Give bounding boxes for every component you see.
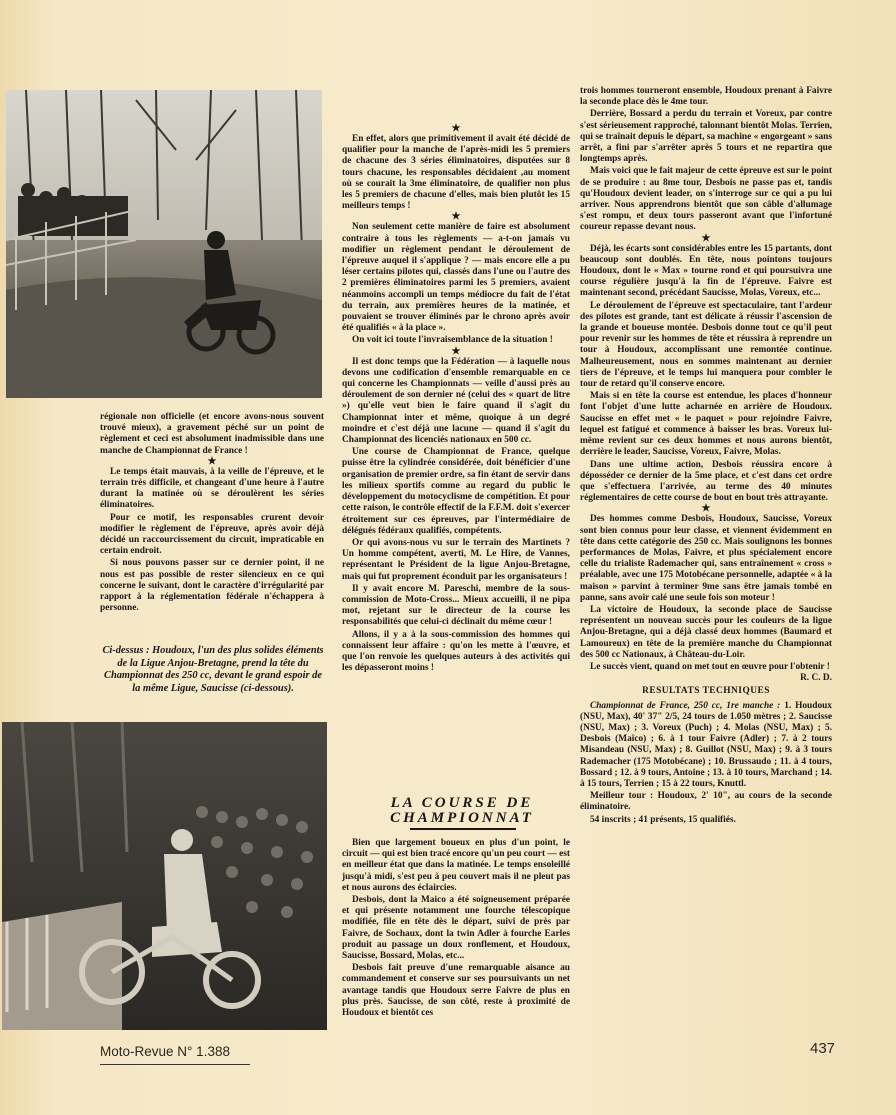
paragraph: Déjà, les écarts sont considérables entre les 15 partants, dont beaucoup sont doublés. En tête, nous pointons toujours Houdoux, dont le « Max » tourne rond et qui poursuivra une course régulière jusqu'à la fin de l'épreuve. Faivre est maintenant second, précédant Saucisse, Molas, Voreux, etc... xyxy=(580,243,832,299)
column-2 xyxy=(342,124,570,674)
heading-underline xyxy=(410,828,516,830)
section-star: ★ xyxy=(207,455,217,467)
paragraph: Le succès vient, quand on met tout en œuvre pour l'obtenir ! xyxy=(590,661,830,672)
paragraph: Desbois fait preuve d'une remarquable aisance au commandement et conserve sur ses poursuivants un net avantage tandis que Houdoux serre Faivre de plus en plus près. Saucisse, de son côté, reste à proximité de Houdoux et bientôt ces xyxy=(342,963,570,1019)
heading-line-2: CHAMPIONNAT xyxy=(390,810,534,826)
section-star: ★ xyxy=(451,211,461,223)
paragraph: Il y avait encore M. Pareschi, membre de la sous-commission de Moto-Cross... Mieux accueilli, il ne pipa mot, rejetant sur le directeur de la course les responsabilités que celui-ci déclinait du même cœur ! xyxy=(342,583,570,628)
paragraph: Non seulement cette manière de faire est absolument contraire à tous les règlements — a-t-on jamais vu modifier un règlement pendant le déroulement de l'épreuve auquel il s'applique ? — mais encore elle a pu léser certains pilotes qui, classés dans l'une ou l'autre des 2 premières éliminatoires parmi les 5 premiers, avaient néanmoins accompli un temps médiocre du fait de l'état du terrain, aux premières heures de la matinée, et pouvaient se trouver éliminés par le chrono après avoir été qualifiés « à la place ». xyxy=(342,222,570,334)
column-3 xyxy=(580,86,832,826)
results-title: RESULTATS TECHNIQUES xyxy=(642,686,770,697)
results-body: 1. Houdoux (NSU, Max), 40' 37" 2/5, 24 tours de 1.050 mètres ; 2. Saucisse (NSU, Max) ; 3. Voreux (Puch) ; 4. Molas (NSU, Max) ; 5. Desbois (Maïco) ; 6. à 1 tour Faivre (Adler) ; 7. à 2 tours Misandeau (NSU, Max) ; 8. Guillot (NSU, Max) ; 9. à 3 tours Rademacher (175 Motobécane) ; 10. Brussaudo ; 11. à 4 tours, Bossard ; 12. à 9 tours, Antoine ; 13. à 10 tours, Marchand ; 14. à 15 tours, Terrien ; 15 à 22 tours, Knuttl. xyxy=(580,700,832,789)
section-star: ★ xyxy=(451,345,461,357)
signature: R. C. D. xyxy=(800,673,832,684)
photo-caption: Ci-dessus : Houdoux, l'un des plus solides éléments de la Ligue Anjou-Bretagne, prend la tête du Championnat des 250 cc, devant le grand espoir de la même Ligue, Saucisse (ci-dessous). xyxy=(102,645,324,694)
column-1 xyxy=(100,412,324,614)
column-2-continued xyxy=(342,838,570,1019)
paragraph: Il est donc temps que la Fédération — à laquelle nous devons une codification d'ensemble remarquable en ce qui concerne les Championnats — veille d'aussi près au déroulement de son dernier né (celui des « quart de litre ») qu'elle veut bien le faire quand il s'agit du Championnat inter et même, quoique à un degré moindre et c'est déjà une lacune — quand il s'agit du Championnat des licenciés nationaux en 500 cc. xyxy=(342,356,570,446)
paragraph: Dans une ultime action, Desbois réussira encore à déposséder ce dernier de la 5me place, et c'est dans cet ordre que s'effectuera l'arrivée, au terme des 40 minutes réglementaires de cette course de bout en bout très attrayante. xyxy=(580,459,832,504)
paragraph: Mais voici que le fait majeur de cette épreuve est sur le point de se produire : au 8me tour, Desbois ne passe pas et, tandis qu'Houdoux devient leader, on s'interroge sur ce qui a pu lui arriver. Nous apprendrons bientôt que son câble d'allumage s'est rompu, et deux tours passeront avant que l'infortuné coureur repasse devant nous. xyxy=(580,166,832,233)
paragraph: Derrière, Bossard a perdu du terrain et Voreux, par contre s'est sérieusement rapproché, talonnant bientôt Molas. Terrien, qui se traînait depuis le départ, sa machine « engorgeant » sans arrêt, a fini par s'arrêter après 5 tours et ne repartira que longtemps après. xyxy=(580,109,832,165)
paragraph: On voit ici toute l'invraisemblance de la situation ! xyxy=(352,335,553,346)
stats: 54 inscrits ; 41 présents, 15 qualifiés. xyxy=(590,814,736,825)
page-number: 437 xyxy=(810,1040,836,1057)
paragraph: Mais si en tête la course est entendue, les places d'honneur font l'objet d'une lutte acharnée en arrière de Houdoux. Saucisse en effet met « le paquet » pour rejoindre Faivre, lequel est fatigué et commence à baisser les bras. Voreux lui-même revient sur ces deux hommes et nous aurons bientôt, derrière le leader, Saucisse, Voreux, Faivre, Molas. xyxy=(580,391,832,458)
paragraph: La victoire de Houdoux, la seconde place de Saucisse représentent un nouveau succès pour les couleurs de la ligue Anjou-Bretagne, qui a déjà classé deux hommes (Baumard et Lamoureux) en tête de la première manche du Championnat des 500 cc Nationaux, à Château-du-Loir. xyxy=(580,604,832,660)
paragraph: Le déroulement de l'épreuve est spectaculaire, tant l'ardeur des pilotes est grande, tant est délicate à réussir l'ascension de la grande et boueuse montée. Desbois donne tout ce qu'il peut pour revenir sur les hommes de tête et réussira à reprendre un tour à Houdoux, accomplissant une remontée continue. Malheureusement, nous en sommes maintenant au dernier tiers de l'épreuve, et le temps lui manquera pour combler le tour de retard qu'il conserve encore. xyxy=(580,300,832,390)
results-paragraph xyxy=(580,701,832,791)
paragraph: Desbois, dont la Maico a été soigneusement préparée et qui présente notamment une fourche télescopique modifiée, file en tête dès le départ, suivi de près par Faivre, de Sochaux, dont la twin Adler à fourche Earles produit au passage un doux ronflement, et Houdoux, Saucisse, Bossard, Molas, etc... xyxy=(342,895,570,962)
paragraph: Pour ce motif, les responsables crurent devoir modifier le règlement de l'épreuve, après avoir déjà décidé un raccourcissement du circuit, impraticable en certain endroit. xyxy=(100,512,324,557)
paragraph: Une course de Championnat de France, quelque puisse être la cylindrée considérée, doit bénéficier d'une organisation de premier ordre, sa fin étant de servir dans les milieux sportifs comme au regard du public le développement du motocyclisme de compétition. Et pour cette raison, le contrôle effectif de la F.F.M. doit s'exercer étroitement sur ces épreuves, par l'intermédiaire de délégués fédéraux qualifiés, compétents. xyxy=(342,447,570,536)
publication-footer: Moto-Revue N° 1.388 xyxy=(100,1044,230,1059)
paragraph: Le temps était mauvais, à la veille de l'épreuve, et le terrain très difficile, et changeant d'une heure à l'autre durant la matinée où se déroulèrent les séries éliminatoires. xyxy=(100,466,324,511)
paragraph: trois hommes tourneront ensemble, Houdoux prenant à Faivre la seconde place dès le 4me tour. xyxy=(580,86,832,108)
photo-saucisse xyxy=(2,722,327,1030)
paragraph: Bien que largement boueux en plus d'un point, le circuit — qui est bien tracé encore qu'un peu court — est en meilleur état que dans la matinée. Le temps ensoleillé jusqu'à midi, s'est peu à peu couvert mais il ne pleut pas et nous aurons des éclaircies. xyxy=(342,838,570,893)
results-lead: Championnat de France, 250 cc, 1re manche : xyxy=(590,700,781,711)
heading-line-1: LA COURSE DE xyxy=(390,795,534,811)
paragraph: Allons, il y a à la sous-commission des hommes qui connaissent leur affaire : qu'on les mette à l'œuvre, et que l'on renvoie les quelques auteurs à des activités qui les dépasseront moins ! xyxy=(342,629,570,674)
best-lap: Meilleur tour : Houdoux, 2' 10", au cours de la seconde éliminatoire. xyxy=(580,791,832,813)
paragraph: En effet, alors que primitivement il avait été décidé de qualifier pour la manche de l'après-midi les 5 premiers de chacune des 3 séries éliminatoires, disputées sur 8 tours chacune, les responsables décidaient ,au moment où se courait la 3me éliminatoire, de qualifier non plus les 5 premiers de chacune d'elles, mais bien plutôt les 15 meilleurs temps ! xyxy=(342,134,570,212)
paragraph: Or qui avons-nous vu sur le terrain des Martinets ? Un homme compétent, averti, M. Le Hire, de Vannes, représentant le Président de la ligue Anjou-Bretagne, mais qui fut proprement éconduit par les organisateurs ! xyxy=(342,537,570,582)
paragraph: Des hommes comme Desbois, Houdoux, Saucisse, Voreux sont bien connus pour leur classe, et viennent évidemment en tête dans cette catégorie des 250 cc. Mais soulignons les bonnes performances de Molas, Faivre, et plus spécialement encore celle du trialiste Rademacher qui, sans entraînement « cross » préalable, avec une 175 Motobécane personnelle, adaptée « à la maison » parvint à terminer 9me sans être jamais tombé en panne, sans avoir calé une seule fois son moteur ! xyxy=(580,514,832,603)
paragraph: Si nous pouvons passer sur ce dernier point, il ne nous est pas possible de rester silencieux en ce qui concerne le suivant, dont le caractère d'irrégularité par rapport à la réglementation fédérale n'échappera à personne. xyxy=(100,558,324,614)
paragraph: régionale non officielle (et encore avons-nous souvent trouvé mieux), a gravement péché sur un point de règlement et ceci est absolument inadmissible dans une manche de Championnat de France ! xyxy=(100,412,324,456)
footer-rule xyxy=(100,1064,250,1065)
section-star: ★ xyxy=(701,503,711,515)
photo-houdoux xyxy=(6,90,322,398)
section-star: ★ xyxy=(701,232,711,244)
section-heading xyxy=(372,796,552,826)
section-star: ★ xyxy=(451,123,461,134)
